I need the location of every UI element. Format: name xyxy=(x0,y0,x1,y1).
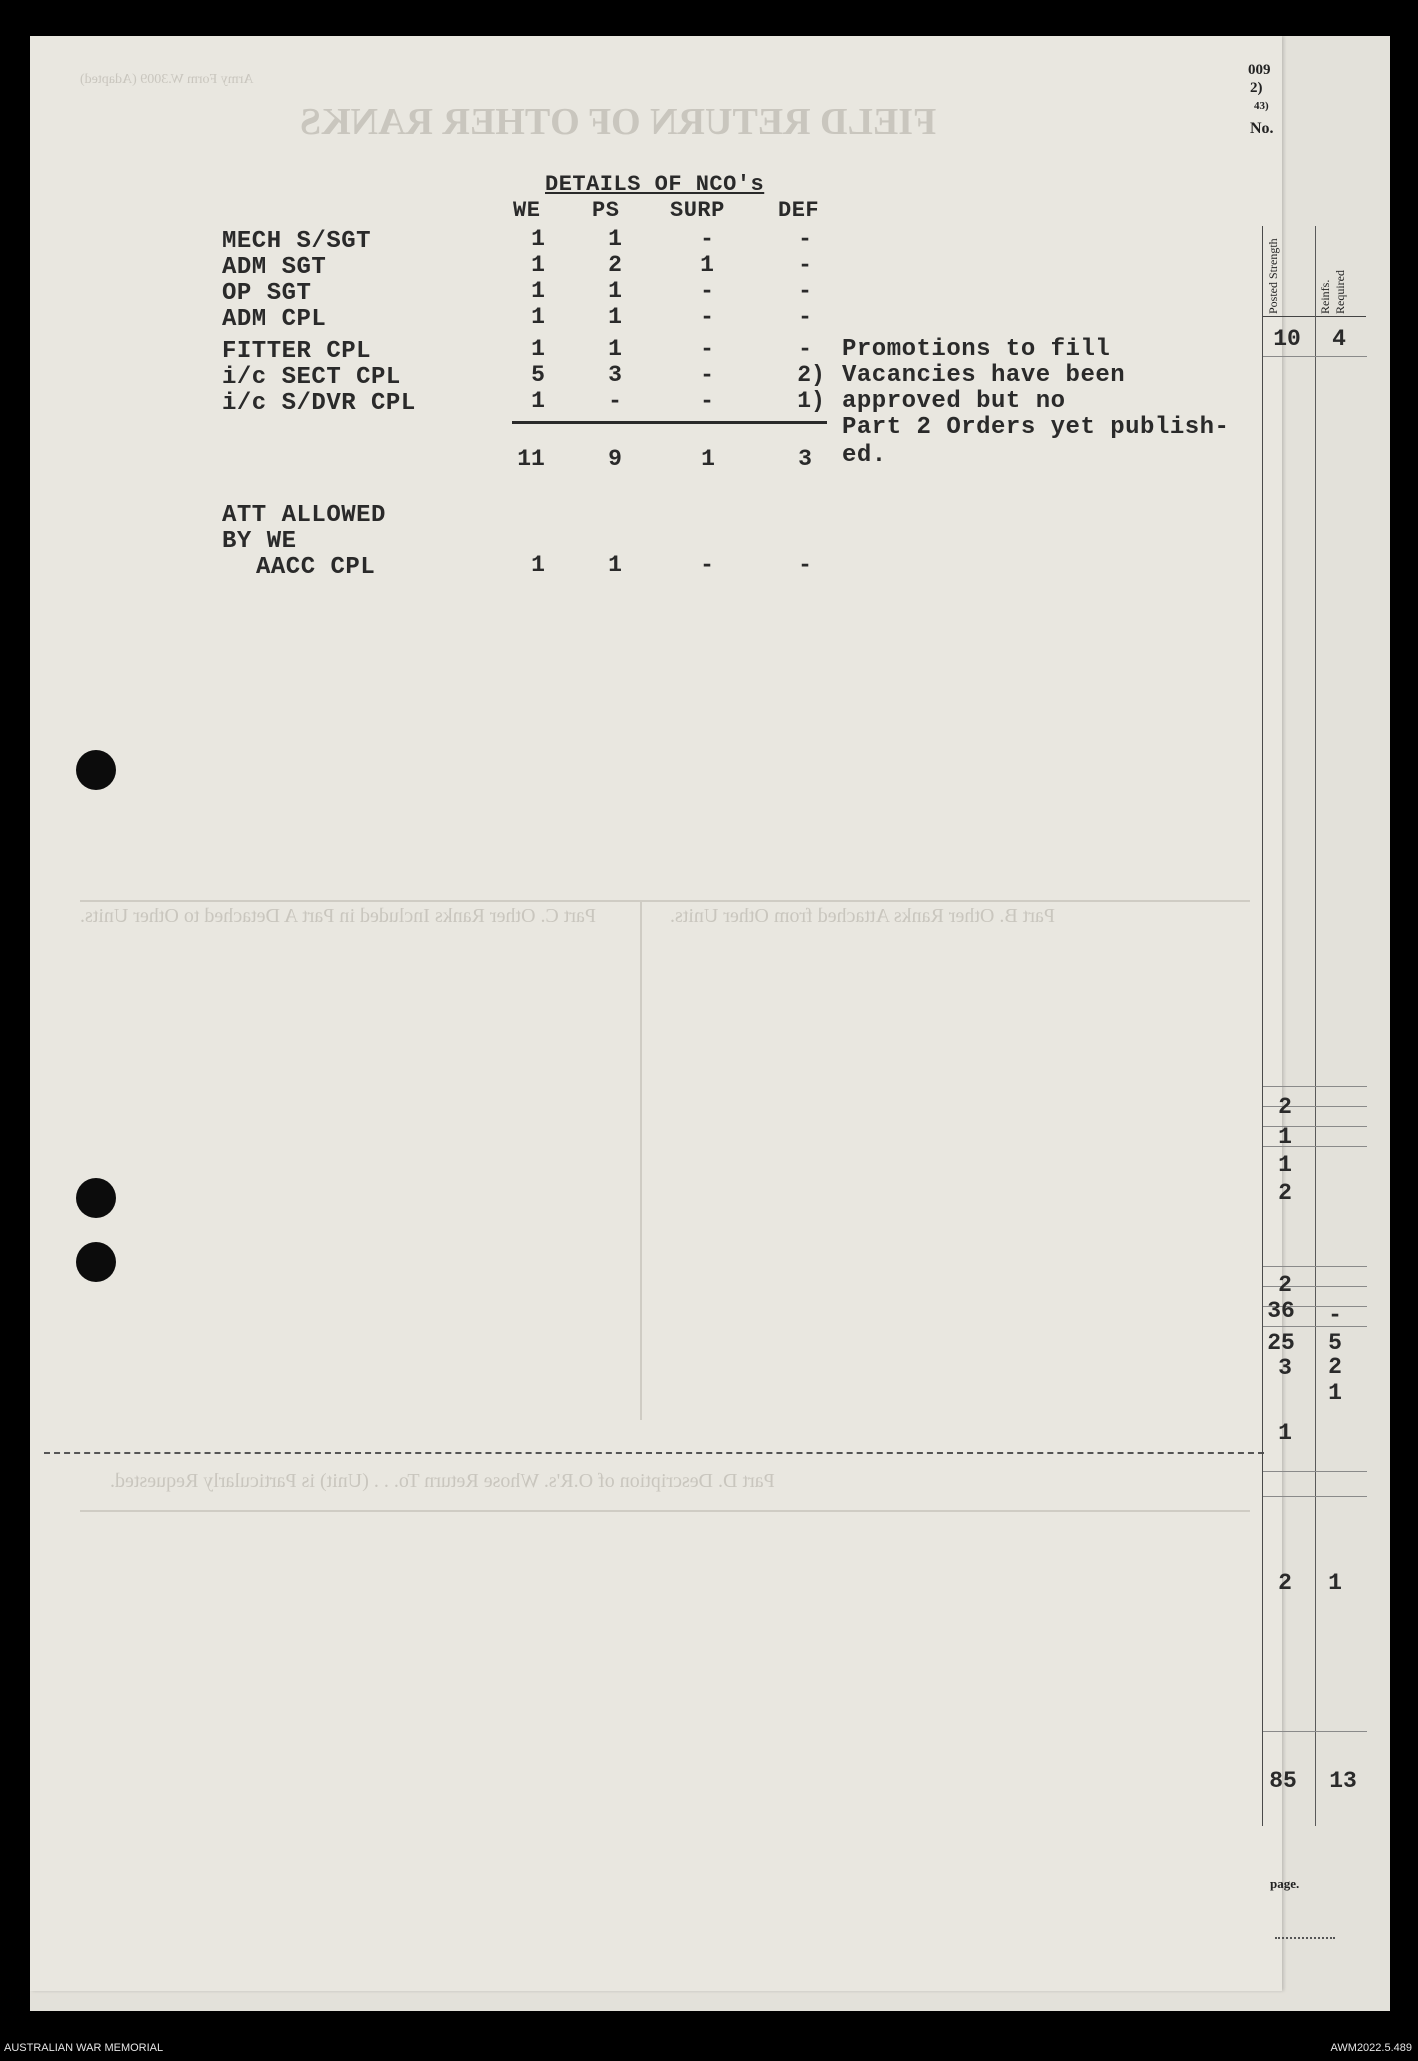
reinfs-required-header: Reinfs. Required xyxy=(1318,270,1347,314)
we-value: 1 xyxy=(531,252,545,278)
note-line: approved but no xyxy=(842,388,1066,415)
ps-value: - xyxy=(608,388,622,414)
posted-strength-header: Posted Strength xyxy=(1266,238,1280,314)
we-value: 1 xyxy=(531,226,545,252)
we-value: 1 xyxy=(531,278,545,304)
footer-right: AWM2022.5.489 xyxy=(1330,2042,1412,2054)
reinfs-value: 1 xyxy=(1328,1380,1342,1406)
posted-value: 2 xyxy=(1278,1180,1292,1206)
total-posted: 85 xyxy=(1269,1768,1297,1794)
note-line: Part 2 Orders yet publish- xyxy=(842,414,1230,441)
posted-value: 1 xyxy=(1278,1420,1292,1446)
punch-hole xyxy=(76,750,116,790)
part-d-posted: 2 xyxy=(1278,1570,1292,1596)
rank-label: i/c SECT CPL xyxy=(222,364,401,391)
def-value: - xyxy=(798,278,812,304)
reinfs-value: - xyxy=(1328,1302,1342,1328)
rank-label: AACC CPL xyxy=(256,554,376,581)
strip-rule xyxy=(1263,1731,1367,1732)
rank-label: ADM SGT xyxy=(222,254,327,281)
rank-label: ADM CPL xyxy=(222,306,327,333)
form-number: 009 xyxy=(1248,62,1271,78)
ps-value: 2 xyxy=(608,252,622,278)
strip-rule xyxy=(1263,1471,1367,1472)
strip-rule xyxy=(1263,1496,1367,1497)
surp-value: - xyxy=(700,362,714,388)
att-allowed-label: ATT ALLOWED xyxy=(222,502,386,529)
col-we: WE xyxy=(513,198,541,223)
part-d-reinfs: 1 xyxy=(1328,1570,1342,1596)
surp-value: 1 xyxy=(700,252,714,278)
note-line: Promotions to fill xyxy=(842,336,1111,363)
posted-top: 10 xyxy=(1273,326,1301,352)
col-def: DEF xyxy=(778,198,820,223)
ps-value: 1 xyxy=(608,304,622,330)
ghost-rule xyxy=(80,900,1250,902)
no-label: No. xyxy=(1250,120,1274,137)
posted-value: 3 xyxy=(1278,1355,1292,1381)
def-value: 2) xyxy=(797,362,825,388)
def-value: 1) xyxy=(797,388,825,414)
posted-value: 36 xyxy=(1267,1298,1295,1324)
reinfs-value: 5 xyxy=(1328,1330,1342,1356)
surp-value: - xyxy=(700,552,714,578)
ghost-part-d: Part D. Description of O.R's. Whose Return To. . . (Unit) is Particularly Requested. xyxy=(110,1470,775,1492)
def-value: - xyxy=(798,226,812,252)
col-ps: PS xyxy=(592,198,620,223)
def-value: - xyxy=(798,336,812,362)
reinfs-value: 2 xyxy=(1328,1354,1342,1380)
we-value: 5 xyxy=(531,362,545,388)
total-we: 11 xyxy=(517,446,545,472)
strip-rule xyxy=(1263,1266,1367,1267)
att-allowed-label: BY WE xyxy=(222,528,297,555)
ps-value: 3 xyxy=(608,362,622,388)
overlay-sheet xyxy=(30,36,1282,1991)
form-year: 43) xyxy=(1254,100,1269,112)
note-line: ed. xyxy=(842,442,887,469)
posted-value: 1 xyxy=(1278,1152,1292,1178)
col-surp: SURP xyxy=(670,198,725,223)
ghost-title: FIELD RETURN OF OTHER RANKS xyxy=(300,101,937,143)
posted-value: 2 xyxy=(1278,1094,1292,1120)
posted-value: 1 xyxy=(1278,1124,1292,1150)
dotted-line xyxy=(1275,1937,1335,1939)
total-surp: 1 xyxy=(701,446,715,472)
reinfs-top: 4 xyxy=(1332,326,1346,352)
punch-hole xyxy=(76,1242,116,1282)
note-line: Vacancies have been xyxy=(842,362,1126,389)
surp-value: - xyxy=(700,278,714,304)
footer-left: AUSTRALIAN WAR MEMORIAL xyxy=(4,2042,164,2054)
total-ps: 9 xyxy=(608,446,622,472)
rank-label: OP SGT xyxy=(222,280,312,307)
posted-value: 25 xyxy=(1267,1330,1295,1356)
def-value: - xyxy=(798,304,812,330)
we-value: 1 xyxy=(531,304,545,330)
ghost-army-form: Army Form W.3009 (Adapted) xyxy=(80,72,254,87)
we-value: 1 xyxy=(531,552,545,578)
rank-label: FITTER CPL xyxy=(222,338,372,365)
surp-value: - xyxy=(700,304,714,330)
details-title: DETAILS OF NCO's xyxy=(545,172,765,197)
ghost-part-c: Part C. Other Ranks Included in Part A Detached to Other Units. xyxy=(80,905,597,927)
ghost-rule xyxy=(640,900,642,1420)
ghost-rule xyxy=(80,1510,1250,1512)
total-def: 3 xyxy=(798,446,812,472)
totals-rule xyxy=(512,421,827,424)
def-value: - xyxy=(798,552,812,578)
strip-rule xyxy=(1263,1086,1367,1087)
perforation-line xyxy=(44,1452,1264,1454)
rank-label: i/c S/DVR CPL xyxy=(222,390,416,417)
posted-value: 2 xyxy=(1278,1272,1292,1298)
we-value: 1 xyxy=(531,336,545,362)
punch-hole xyxy=(76,1178,116,1218)
ps-value: 1 xyxy=(608,226,622,252)
ghost-part-b: Part B. Other Ranks Attached from Other Units. xyxy=(670,905,1055,927)
total-reinfs: 13 xyxy=(1329,1768,1357,1794)
page-text: page. xyxy=(1270,1876,1300,1891)
surp-value: - xyxy=(700,336,714,362)
rank-label: MECH S/SGT xyxy=(222,228,372,255)
ps-value: 1 xyxy=(608,336,622,362)
ps-value: 1 xyxy=(608,552,622,578)
ps-value: 1 xyxy=(608,278,622,304)
surp-value: - xyxy=(700,388,714,414)
def-value: - xyxy=(798,252,812,278)
we-value: 1 xyxy=(531,388,545,414)
strip-rule xyxy=(1263,356,1367,357)
surp-value: - xyxy=(700,226,714,252)
page-number: 2) xyxy=(1250,80,1263,96)
